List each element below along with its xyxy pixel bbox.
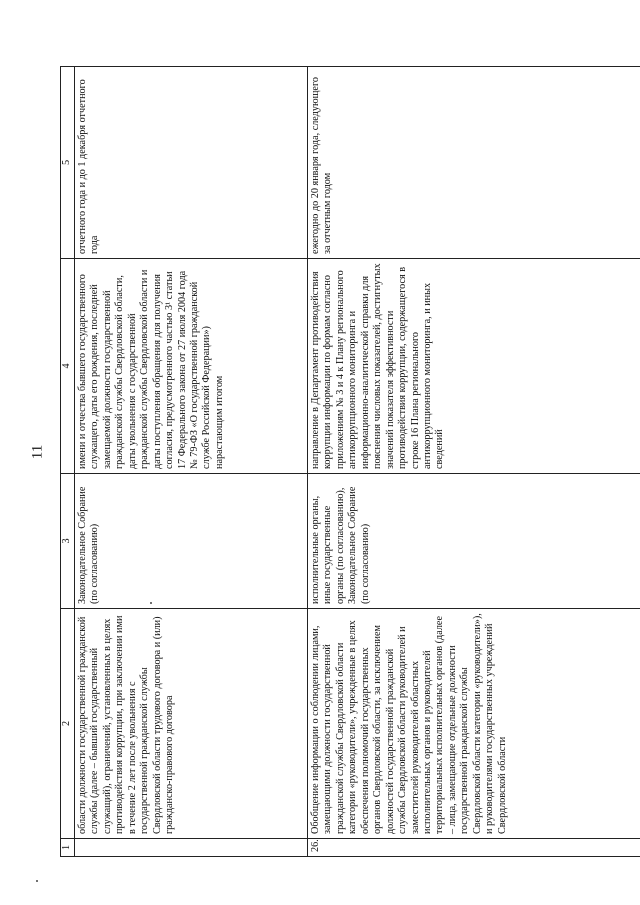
- header-cell: 4: [61, 259, 75, 474]
- row-number-cell: [75, 839, 308, 857]
- result-cell: направление в Департамент противодействия коррупции информации по формам согласно приложениям № 3 и 4 к Плану регионального антикоррупционного мониторинга и информационно-аналитической справки для пояснения числовых показателей, достигнутых значений показателя эффективности противодействия коррупции, содержащегося в строке 16 Плана регионального антикоррупционного мониторинга, и иных сведений: [308, 259, 640, 474]
- executor-cell: Законодательное Собрание (по согласованию): [75, 474, 308, 609]
- plan-table-container: [60, 67, 638, 857]
- plan-table: [60, 66, 640, 857]
- header-cell: 5: [61, 67, 75, 259]
- row-number-cell: 26.: [308, 839, 640, 857]
- scan-speck: [36, 880, 38, 882]
- table-row: [75, 67, 308, 857]
- page-number: 11: [29, 444, 46, 460]
- executor-cell: исполнительные органы, иные государственные органы (по согласованию), Законодательное Собрание (по согласованию): [308, 474, 640, 609]
- table-row: [308, 67, 640, 857]
- deadline-cell: ежегодно до 20 января года, следующего за отчетным годом: [308, 67, 640, 259]
- header-cell: 1: [61, 839, 75, 857]
- measure-cell: Обобщение информации о соблюдении лицами, замещающими должности государственной гражданской службы Свердловской области категории «руководители», учрежденные в целях обеспечения полномочий государственных органов Свердловской области, за исключением должностей государственной гражданской службы Свердловской области руководителей и заместителей руководителей областных исполнительных органов и руководителей территориальных исполнительных органов (далее – лица, замещающие отдельные должности государственной гражданской службы Свердловской области категории «руководители»), и руководителями государственных учреждений Свердловской области: [308, 609, 640, 839]
- table-header-row: [61, 67, 75, 857]
- header-cell: 3: [61, 474, 75, 609]
- deadline-cell: отчетного года и до 1 декабря отчетного года: [75, 67, 308, 259]
- header-cell: 2: [61, 609, 75, 839]
- result-cell: имени и отчества бывшего государственного служащего, даты его рождения, последней замещаемой должности государственной гражданской службы Свердловской области, даты увольнения с государственной гражданской службы Свердловской области и даты поступления обращения для получения согласия, предусмотренного частью 3¹ статьи 17 Федерального закона от 27 июля 2004 года № 79-ФЗ «О государственной гражданской службе Российской Федерации») нарастающим итогом: [75, 259, 308, 474]
- measure-cell: области должности государственной гражданской службы (далее – бывший государственный служащий), ограничений, установленных в целях противодействия коррупции, при заключении ими в течение 2 лет после увольнения с государственной гражданской службы Свердловской области трудового договора и (или) гражданско-правового договора: [75, 609, 308, 839]
